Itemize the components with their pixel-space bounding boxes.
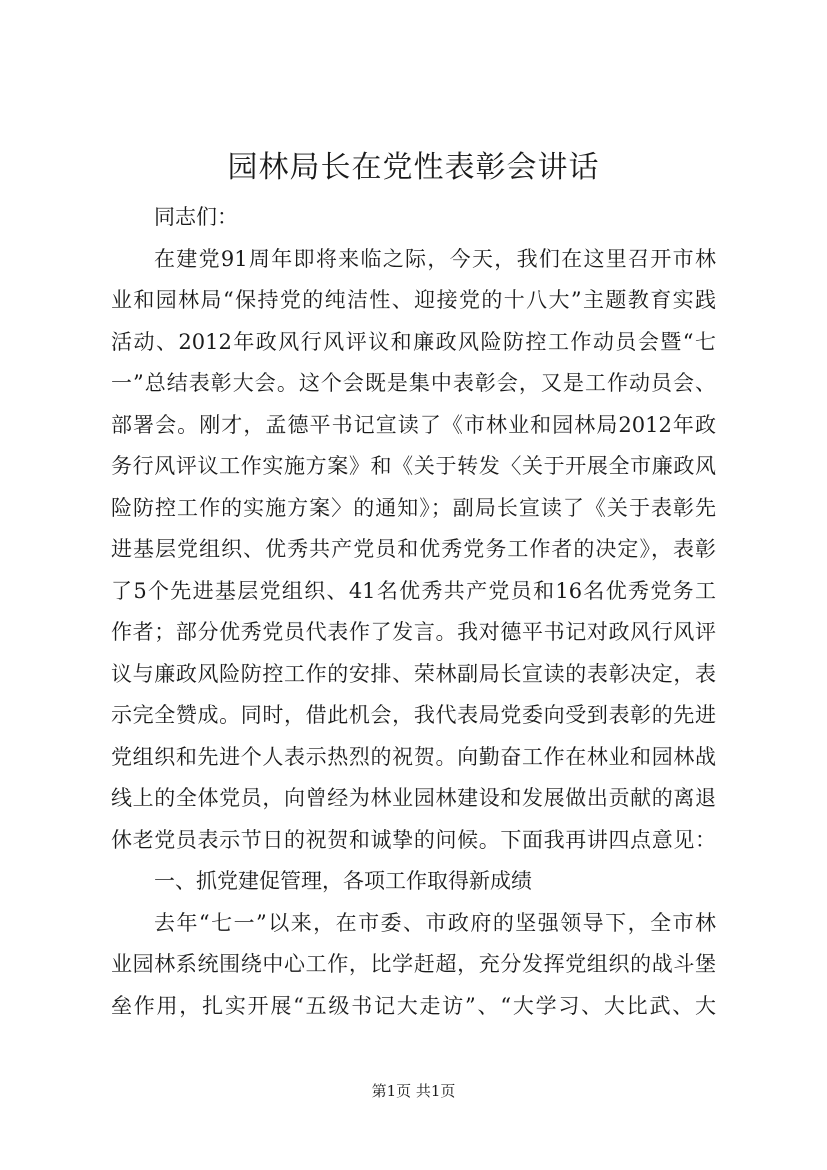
body-line: 线上的全体党员，向曾经为林业园林建设和发展做出贡献的离退 — [111, 786, 716, 810]
body-line: 议与廉政风险防控工作的安排、荣林副局长宣读的表彰决定，表 — [111, 661, 716, 686]
body-line: 一”总结表彰大会。这个会既是集中表彰会，又是工作动员会、 — [111, 371, 716, 395]
body-line: 党组织和先进个人表示热烈的祝贺。向勤奋工作在林业和园林战 — [111, 744, 716, 769]
body-line: 同志们： — [154, 205, 238, 229]
document-title: 园林局长在党性表彰会讲话 — [227, 150, 600, 185]
body-line: 休老党员表示节日的祝贺和诚挚的问候。下面我再讲四点意见： — [111, 827, 716, 852]
body-line: 垒作用，扎实开展“五级书记大走访”、“大学习、大比武、大 — [111, 993, 716, 1018]
body-line: 在建党91周年即将来临之际，今天，我们在这里召开市林 — [154, 246, 716, 271]
page-footer: 第1页 共1页 — [371, 1082, 456, 1100]
document-body — [111, 197, 716, 1027]
body-line: 示完全赞成。同时，借此机会，我代表局党委向受到表彰的先进 — [111, 703, 716, 727]
body-line: 业和园林局“保持党的纯洁性、迎接党的十八大”主题教育实践 — [111, 288, 716, 312]
body-line: 作者；部分优秀党员代表作了发言。我对德平书记对政风行风评 — [111, 620, 716, 644]
body-line: 了5个先进基层党组织、41名优秀共产党员和16名优秀党务工 — [111, 578, 716, 603]
section-heading: 一、抓党建促管理，各项工作取得新成绩 — [154, 869, 532, 893]
body-line: 业园林系统围绕中心工作，比学赶超，充分发挥党组织的战斗堡 — [111, 952, 716, 976]
body-line: 部署会。刚才，孟德平书记宣读了《市林业和园林局2012年政 — [111, 412, 716, 437]
body-line: 活动、2012年政风行风评议和廉政风险防控工作动员会暨“七 — [111, 329, 716, 354]
body-line: 险防控工作的实施方案〉的通知》；副局长宣读了《关于表彰先 — [111, 495, 716, 520]
body-line: 务行风评议工作实施方案》和《关于转发〈关于开展全市廉政风 — [111, 454, 716, 478]
body-line: 进基层党组织、优秀共产党员和优秀党务工作者的决定》，表彰 — [111, 537, 716, 561]
body-line: 去年“七一”以来，在市委、市政府的坚强领导下，全市林 — [154, 910, 716, 935]
